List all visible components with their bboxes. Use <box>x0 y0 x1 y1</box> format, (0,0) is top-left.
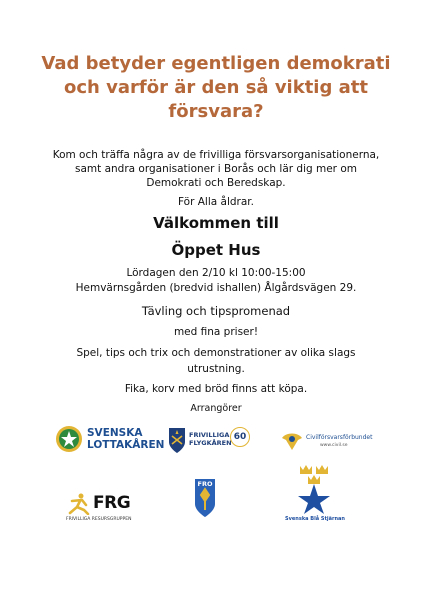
flygkaren-logo <box>168 424 250 456</box>
tavling-text: Tävling och tipspromenad <box>141 304 291 318</box>
frg-runner-icon <box>66 493 90 515</box>
civil-crest-icon <box>280 430 304 452</box>
oppet-hus-heading: Öppet Hus <box>171 241 261 259</box>
civil-url: www.civil.se <box>320 443 348 448</box>
valkommen-heading: Välkommen till <box>153 214 279 232</box>
headline-line: Vad betyder egentligen demokrati <box>41 53 391 74</box>
lottakaren-line: SVENSKA <box>87 427 143 439</box>
frg-logo <box>66 493 156 525</box>
civil-name: Civilförsvarsförbundet <box>306 434 373 441</box>
headline-line: försvara? <box>168 101 264 122</box>
event-datetime: Lördagen den 2/10 kl 10:00-15:00 <box>126 267 306 279</box>
headline <box>0 52 432 124</box>
fro-logo <box>194 478 216 518</box>
frg-subtitle: FRIVILLIGA RESURSGRUPPEN <box>66 517 132 522</box>
for-alla-aldrar: För Alla åldrar. <box>178 196 254 208</box>
flygkaren-name <box>189 431 232 447</box>
lottakaren-emblem-icon <box>54 423 84 455</box>
flygkaren-shield-icon <box>168 426 186 454</box>
spel-line: Spel, tips och trix och demonstrationer av olika slags <box>76 347 356 359</box>
priser-text: med fina priser! <box>173 326 259 338</box>
fika-text: Fika, korv med bröd finns att köpa. <box>124 383 308 395</box>
intro-text <box>0 148 432 190</box>
lottakaren-logo <box>54 423 166 455</box>
lottakaren-line: LOTTAKÅREN <box>87 439 165 451</box>
frg-wordmark: FRG <box>93 493 131 513</box>
lottakaren-name <box>87 427 164 451</box>
bla-stjarnan-name: Svenska Blå Stjärnan <box>285 516 345 522</box>
intro-line: samt andra organisationer i Borås och lär dig mer om <box>74 163 357 175</box>
bla-stjarnan-crown-star-icon <box>292 462 336 514</box>
flygkaren-60-badge: 60 <box>230 427 250 447</box>
headline-line: och varför är den så viktig att <box>64 77 368 98</box>
flygkaren-line: FLYGKÅREN <box>189 439 232 447</box>
intro-line: Kom och träffa några av de frivilliga försvarsorganisationerna, <box>52 149 380 161</box>
spel-text <box>0 346 432 376</box>
intro-line: Demokrati och Beredskap. <box>146 177 286 189</box>
arrangorer-label: Arrangörer <box>190 403 242 414</box>
fro-wordmark: FRO <box>197 480 213 488</box>
event-location: Hemvärnsgården (bredvid ishallen) Ålgårdsvägen 29. <box>75 282 357 294</box>
civilforsvarsforbundet-logo <box>280 430 376 456</box>
spel-line: utrustning. <box>187 363 245 375</box>
flygkaren-line: FRIVILLIGA <box>189 431 230 439</box>
